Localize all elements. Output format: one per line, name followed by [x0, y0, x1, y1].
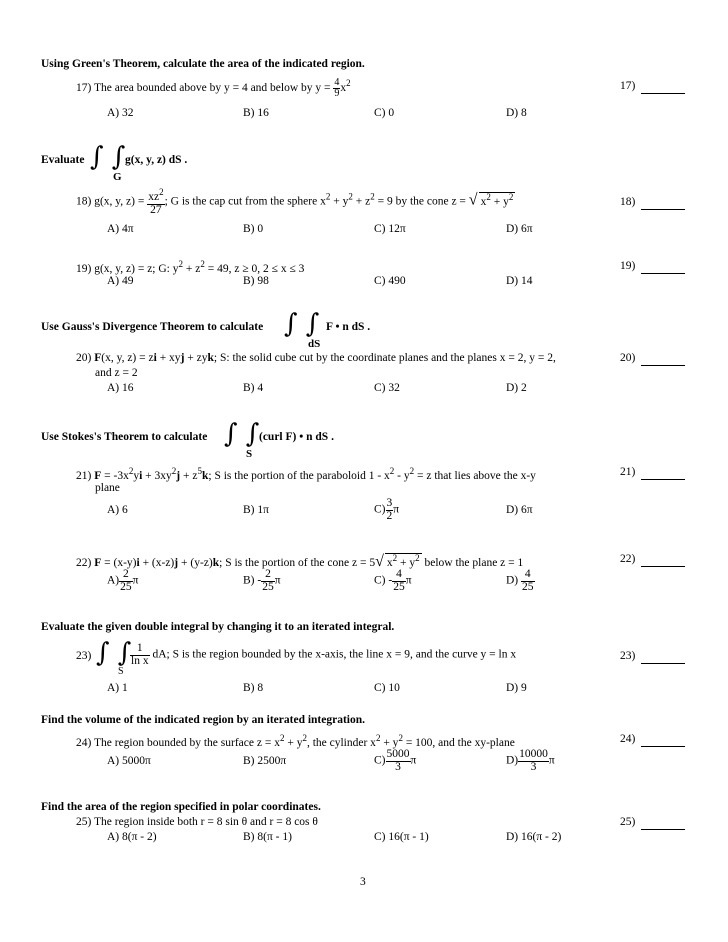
section-header-iterated: Evaluate the given double integral by changing it to an iterated integral. [41, 621, 395, 633]
question-number-22: 22) [620, 553, 636, 565]
section-header-volume: Find the volume of the indicated region by an iterated integration. [41, 714, 366, 726]
question-number-19: 19) [620, 260, 636, 272]
choice-22-b: B) - $\frac{2}{25}$ π [243, 568, 281, 593]
choice-21-b: B) 1π [243, 504, 269, 516]
double-integral-icon: ∫ ∫ [284, 309, 320, 339]
choice-23-c: C) 10 [374, 682, 400, 694]
answer-blank-17[interactable] [641, 93, 685, 94]
choice-19-b: B) 98 [243, 275, 269, 287]
choice-19-d: D) 14 [506, 275, 533, 287]
question-number-18: 18) [620, 196, 636, 208]
choice-21-d: D) 6π [506, 504, 533, 516]
question-18: 18) g(x, y, z) = $\frac{xz^2}{27}$ ; G is the cap cut from the sphere $x^2 + y^2 + z^2 = 9$ by the cone z = √ $x^2 + y^2$ [76, 187, 514, 216]
choice-17-c: C) 0 [374, 107, 395, 119]
integral-subscript-ds: dS [308, 338, 321, 350]
choice-18-a: A) 4π [107, 223, 134, 235]
sqrt-icon: √ [375, 553, 384, 570]
answer-blank-21[interactable] [641, 479, 685, 480]
choice-19-c: C) 490 [374, 275, 406, 287]
integrand-s2: g(x, y, z) dS . [125, 154, 188, 166]
choice-20-a: A) 16 [107, 382, 134, 394]
choice-21-a: A) 6 [107, 504, 128, 516]
question-21-line2: plane [95, 482, 120, 494]
choice-22-a: A) $\frac{2}{25}$ π [107, 568, 139, 593]
question-number-24: 24) [620, 733, 636, 745]
answer-blank-22[interactable] [641, 566, 685, 567]
question-number-21: 21) [620, 466, 636, 478]
integral-subscript-s: S [118, 666, 124, 677]
choice-25-d: D) 16(π - 2) [506, 831, 562, 843]
choice-18-b: B) 0 [243, 223, 264, 235]
choice-24-a: A) 5000π [107, 755, 151, 767]
choice-21-c: C) $\frac{3}{2}$ π [374, 497, 400, 522]
choice-18-c: C) 12π [374, 223, 406, 235]
answer-blank-20[interactable] [641, 365, 685, 366]
answer-blank-25[interactable] [641, 829, 685, 830]
section-header-stokes: Use Stokes's Theorem to calculate [41, 431, 208, 443]
question-19: 19) g(x, y, z) = z; G: $y^2 + z^2 = 49$, z ≥ 0, 2 ≤ x ≤ 3 [76, 259, 305, 275]
choice-24-c: C) $\frac{5000}{3}$ π [374, 748, 417, 773]
answer-blank-18[interactable] [641, 209, 685, 210]
page-number: 3 [360, 876, 366, 888]
section-header-gauss: Use Gauss's Divergence Theorem to calculate [41, 321, 264, 333]
integrand-s3: F • n dS . [326, 321, 371, 333]
choice-22-c: C) - $\frac{4}{25}$ π [374, 568, 412, 593]
integral-subscript-s: S [246, 448, 253, 460]
choice-24-b: B) 2500π [243, 755, 287, 767]
question-number-17: 17) [620, 80, 636, 92]
choice-17-d: D) 8 [506, 107, 527, 119]
section-header-polar: Find the area of the region specified in polar coordinates. [41, 801, 321, 813]
question-20: 20) F(x, y, z) = zi + xyj + zyk; S: the solid cube cut by the coordinate planes and the planes x = 2, y = 2, [76, 352, 556, 364]
double-integral-icon: ∫ ∫ [96, 638, 132, 668]
choice-20-b: B) 4 [243, 382, 264, 394]
choice-25-a: A) 8(π - 2) [107, 831, 157, 843]
answer-blank-24[interactable] [641, 746, 685, 747]
question-number-23: 23) [620, 650, 636, 662]
question-25: 25) The region inside both r = 8 sin θ and r = 8 cos θ [76, 816, 318, 828]
question-20-line2: and z = 2 [95, 367, 138, 379]
choice-25-b: B) 8(π - 1) [243, 831, 292, 843]
choice-20-c: C) 32 [374, 382, 400, 394]
question-23-lead: 23) [76, 650, 92, 662]
choice-23-b: B) 8 [243, 682, 264, 694]
integrand-s4: (curl F) • n dS . [259, 431, 334, 443]
section-header-evaluate: Evaluate [41, 154, 85, 166]
choice-25-c: C) 16(π - 1) [374, 831, 429, 843]
choice-23-d: D) 9 [506, 682, 527, 694]
question-number-25: 25) [620, 816, 636, 828]
choice-17-a: A) 32 [107, 107, 134, 119]
choice-18-d: D) 6π [506, 223, 533, 235]
question-24: 24) The region bounded by the surface $z = x^2 + y^2$, the cylinder $x^2 + y^2 = 100$, and the xy-plane [76, 733, 515, 749]
choice-22-d: D) $\frac{4}{25}$ [506, 568, 534, 593]
choice-20-d: D) 2 [506, 382, 527, 394]
choice-17-b: B) 16 [243, 107, 269, 119]
choice-24-d: D) $\frac{10000}{3}$ π [506, 748, 555, 773]
choice-23-a: A) 1 [107, 682, 128, 694]
choice-19-a: A) 49 [107, 275, 134, 287]
sqrt-icon: √ [468, 191, 478, 209]
answer-blank-23[interactable] [641, 663, 685, 664]
integral-subscript-g: G [113, 171, 122, 183]
question-17: 17) The area bounded above by y = 4 and below by y = $\frac{4}{9}$ $x^2$ [76, 77, 351, 99]
double-integral-icon: ∫ ∫ [90, 142, 126, 172]
question-22: 22) F = (x-y)i + (x-z)j + (y-z)k; S is the portion of the cone z = 5√ $x^2 + y^2$ below the plane z = 1 [76, 553, 524, 570]
section-header-greens: Using Green's Theorem, calculate the area of the indicated region. [41, 58, 365, 70]
answer-blank-19[interactable] [641, 273, 685, 274]
question-number-20: 20) [620, 352, 636, 364]
question-21: 21) $F = -3x^2yi + 3xy^2j + z^5k$; S is the portion of the paraboloid $1 - x^2 - y^2 = z$ that lies above the x-y [76, 466, 536, 482]
double-integral-icon: ∫ ∫ [224, 419, 260, 449]
question-23: $\frac{1}{\text{ln x}}$ dA; S is the region bounded by the x-axis, the line x = 9, and the curve y = ln x [131, 642, 517, 667]
